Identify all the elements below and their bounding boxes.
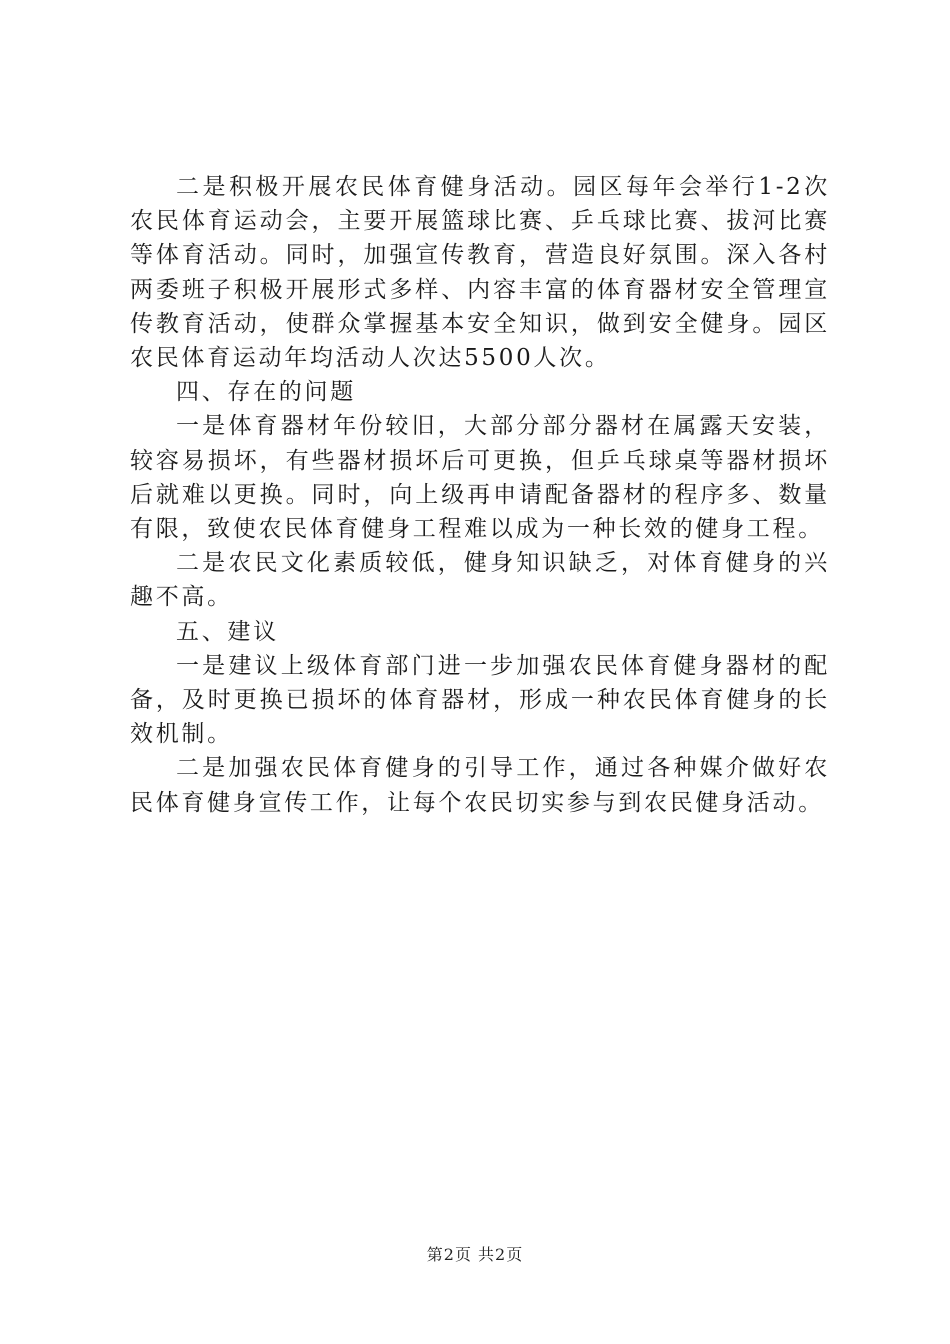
page-footer: 第2页 共2页 [426, 1245, 524, 1264]
paragraph-suggestion-guidance: 二是加强农民体育健身的引导工作，通过各种媒介做好农民体育健身宣传工作，让每个农民切实参与到农民健身活动。 [130, 755, 830, 816]
paragraph-suggestion-equipment: 一是建议上级体育部门进一步加强农民体育健身器材的配备，及时更换已损坏的体育器材，形成一种农民体育健身的长效机制。 [130, 652, 830, 748]
section-heading-suggestions: 五、建议 [176, 618, 279, 645]
section-heading-problems: 四、存在的问题 [176, 379, 356, 406]
paragraph-problem-equipment: 一是体育器材年份较旧，大部分部分器材在属露天安装，较容易损坏，有些器材损坏后可更换，但乒乓球桌等器材损坏后就难以更换。同时，向上级再申请配备器材的程序多、数量有限，致使农民体育健身工程难以成为一种长效的健身工程。 [130, 413, 830, 543]
document-body [130, 170, 830, 820]
paragraph-problem-awareness: 二是农民文化素质较低，健身知识缺乏，对体育健身的兴趣不高。 [130, 550, 830, 611]
paragraph-activities: 二是积极开展农民体育健身活动。园区每年会举行1-2次农民体育运动会，主要开展篮球比赛、乒乓球比赛、拔河比赛等体育活动。同时，加强宣传教育，营造良好氛围。深入各村两委班子积极开展形式多样、内容丰富的体育器材安全管理宣传教育活动，使群众掌握基本安全知识，做到安全健身。园区农民体育运动年均活动人次达5500人次。 [130, 174, 830, 372]
